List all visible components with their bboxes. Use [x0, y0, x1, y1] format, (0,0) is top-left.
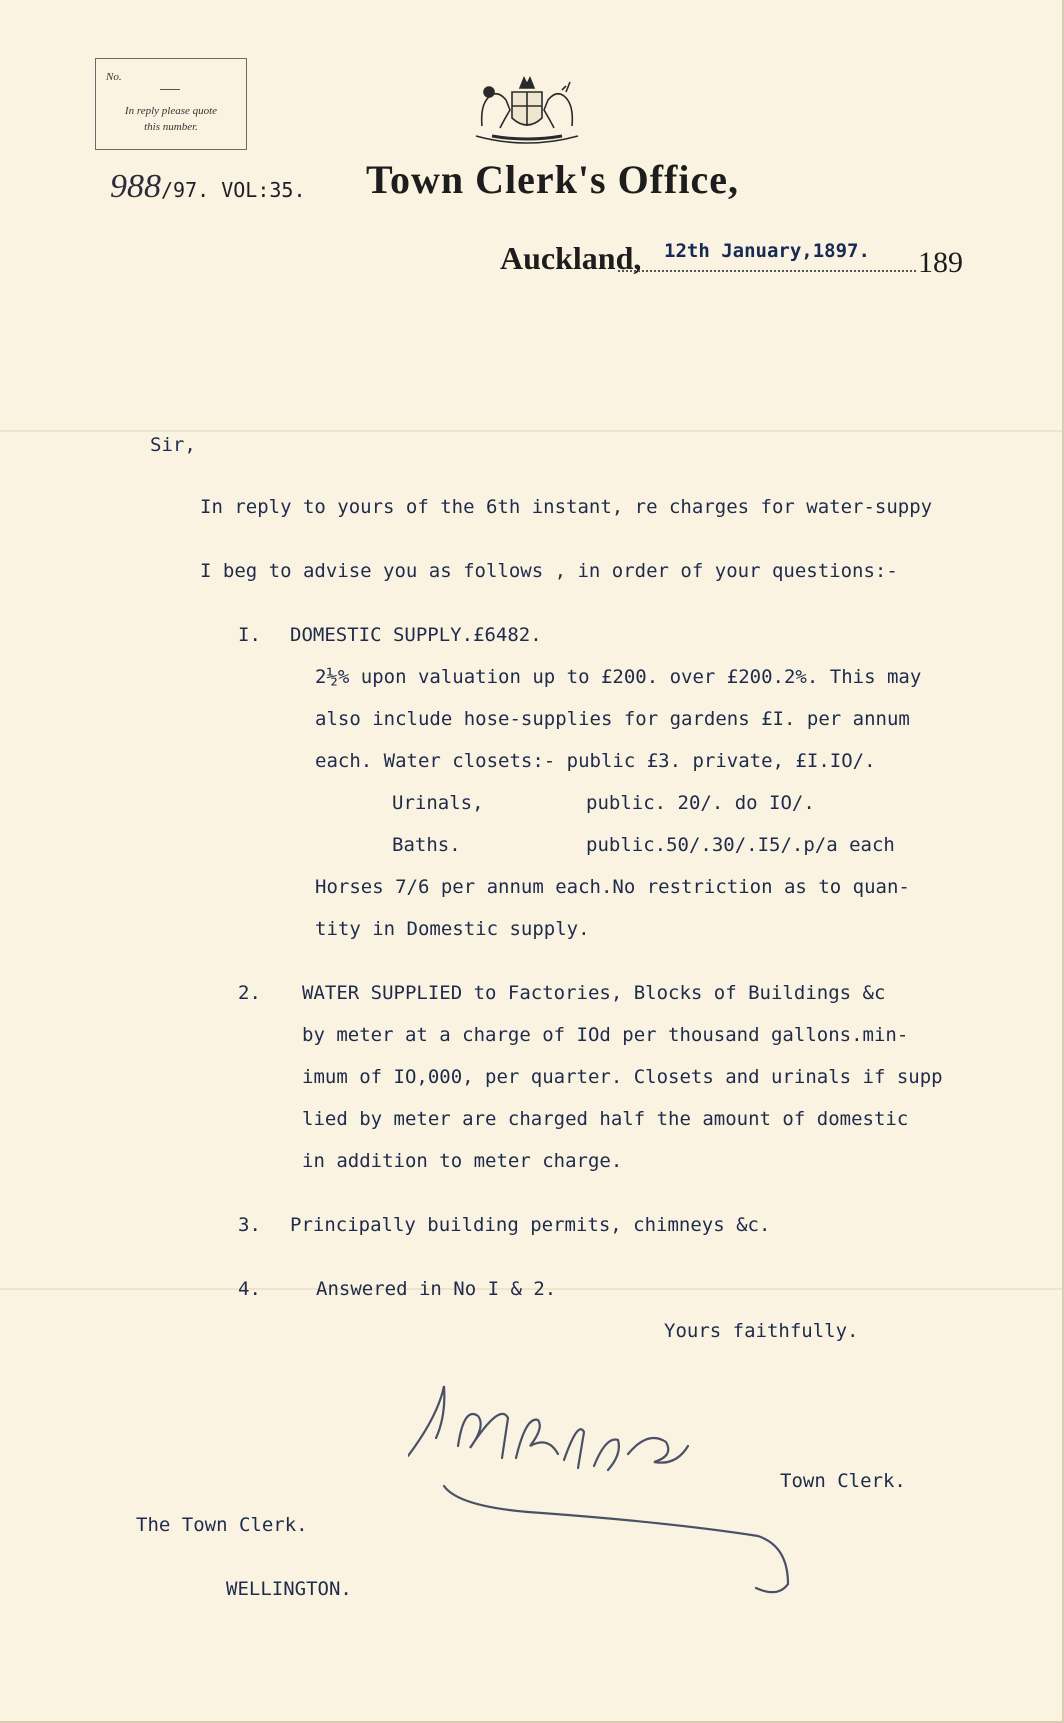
item-text: Principally building permits, chimneys &c. [290, 1214, 771, 1236]
item-line: imum of IO,000, per quarter. Closets and urinals if supp [302, 1066, 943, 1088]
letter-date: 12th January,1897. [664, 240, 870, 262]
item-number: 3. [238, 1214, 261, 1236]
item-line: by meter at a charge of IOd per thousand gallons.min- [302, 1024, 909, 1046]
handwritten-reference: 988 [110, 168, 161, 205]
paper-fold [0, 430, 1062, 432]
charge-value: public. 20/. do IO/. [586, 792, 815, 814]
year-prefix: 189 [918, 246, 963, 279]
letterhead-place: Auckland, [500, 240, 642, 276]
intro-line: In reply to yours of the 6th instant, re charges for water-suppy [200, 496, 933, 518]
reference-number [110, 168, 306, 206]
item-line: tity in Domestic supply. [315, 918, 590, 940]
intro-line: I beg to advise you as follows , in order of your questions:- [200, 560, 898, 582]
letterhead-title: Town Clerk's Office, [366, 157, 739, 202]
charge-label: Urinals, [392, 792, 484, 814]
quote-instruction-line1: In reply please quote [124, 105, 218, 117]
quote-number-box [95, 58, 247, 150]
item-line: 2½% upon valuation up to £200. over £200.2%. This may [315, 666, 922, 688]
quote-instruction-line2: this number. [144, 121, 198, 133]
quote-number-blank [160, 89, 180, 90]
item-number: 2. [238, 982, 261, 1004]
item-heading: DOMESTIC SUPPLY.£6482. [290, 624, 542, 646]
charge-value: public.50/.30/.I5/.p/a each [586, 834, 895, 856]
addressee-name: The Town Clerk. [136, 1514, 308, 1536]
item-line: lied by meter are charged half the amount of domestic [302, 1108, 909, 1130]
item-number: I. [238, 624, 261, 646]
quote-number-label: No. [106, 71, 122, 83]
item-line: also include hose-supplies for gardens £I. per annum [315, 708, 910, 730]
item-line: WATER SUPPLIED to Factories, Blocks of Buildings &c [302, 982, 886, 1004]
salutation: Sir, [150, 434, 196, 456]
item-line: each. Water closets:- public £3. private, £I.IO/. [315, 750, 876, 772]
royal-coat-of-arms-icon [462, 70, 592, 150]
charge-label: Baths. [392, 834, 461, 856]
addressee-city: WELLINGTON. [226, 1578, 352, 1600]
date-dotted-line [618, 270, 916, 272]
typed-reference: /97. VOL:35. [161, 178, 306, 202]
item-text: Answered in No I & 2. [316, 1278, 557, 1300]
signatory-title: Town Clerk. [780, 1470, 906, 1492]
item-number: 4. [238, 1278, 261, 1300]
item-line: in addition to meter charge. [302, 1150, 623, 1172]
closing: Yours faithfully. [664, 1320, 859, 1342]
item-line: Horses 7/6 per annum each.No restriction as to quan- [315, 876, 910, 898]
